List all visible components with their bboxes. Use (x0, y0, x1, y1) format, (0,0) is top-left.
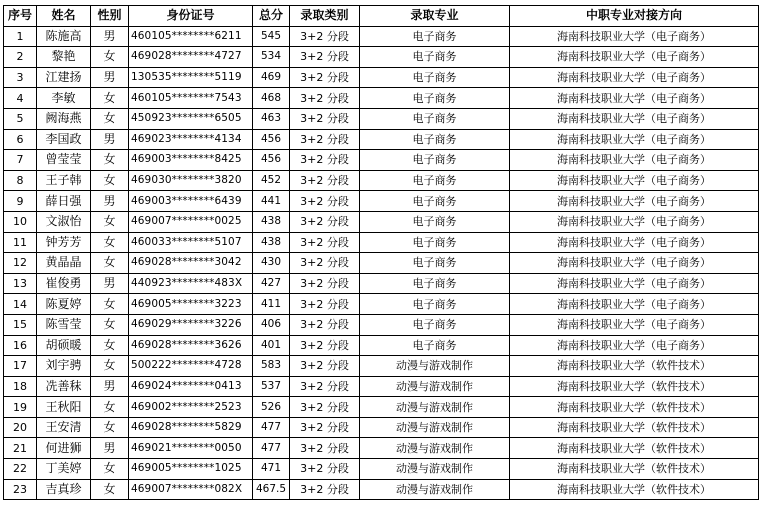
cell-direction: 海南科技职业大学（电子商务） (510, 294, 759, 315)
header-row (4, 6, 759, 27)
header-score: 总分 (253, 6, 290, 27)
cell-major: 电子商务 (360, 67, 510, 88)
cell-no: 10 (4, 211, 37, 232)
header-name: 姓名 (37, 6, 91, 27)
cell-name: 文淑怡 (37, 211, 91, 232)
table-row (4, 356, 759, 377)
cell-sex: 女 (91, 397, 129, 418)
cell-score: 441 (253, 191, 290, 212)
cell-no: 13 (4, 273, 37, 294)
table-row (4, 397, 759, 418)
cell-direction: 海南科技职业大学（软件技术） (510, 438, 759, 459)
cell-sex: 女 (91, 294, 129, 315)
cell-score: 438 (253, 211, 290, 232)
cell-no: 17 (4, 356, 37, 377)
cell-direction: 海南科技职业大学（软件技术） (510, 397, 759, 418)
cell-category: 3+2 分段 (290, 191, 360, 212)
cell-direction: 海南科技职业大学（电子商务） (510, 150, 759, 171)
cell-no: 22 (4, 459, 37, 480)
cell-name: 丁美婷 (37, 459, 91, 480)
cell-major: 电子商务 (360, 108, 510, 129)
cell-major: 动漫与游戏制作 (360, 417, 510, 438)
cell-no: 23 (4, 479, 37, 500)
cell-no: 20 (4, 417, 37, 438)
cell-name: 陈施高 (37, 26, 91, 47)
cell-category: 3+2 分段 (290, 211, 360, 232)
table-row (4, 108, 759, 129)
header-major: 录取专业 (360, 6, 510, 27)
cell-category: 3+2 分段 (290, 417, 360, 438)
table-row (4, 47, 759, 68)
cell-sex: 女 (91, 253, 129, 274)
cell-sex: 女 (91, 459, 129, 480)
cell-score: 534 (253, 47, 290, 68)
cell-major: 电子商务 (360, 129, 510, 150)
cell-score: 456 (253, 129, 290, 150)
cell-no: 21 (4, 438, 37, 459)
cell-no: 16 (4, 335, 37, 356)
cell-category: 3+2 分段 (290, 356, 360, 377)
cell-category: 3+2 分段 (290, 335, 360, 356)
cell-id-number: 469023********4134 (129, 129, 253, 150)
cell-name: 阙海燕 (37, 108, 91, 129)
cell-score: 452 (253, 170, 290, 191)
cell-no: 2 (4, 47, 37, 68)
cell-major: 电子商务 (360, 150, 510, 171)
cell-category: 3+2 分段 (290, 438, 360, 459)
cell-score: 469 (253, 67, 290, 88)
table-row (4, 417, 759, 438)
cell-id-number: 469028********3042 (129, 253, 253, 274)
admission-table (3, 5, 759, 500)
cell-name: 冼善秣 (37, 376, 91, 397)
cell-name: 钟芳芳 (37, 232, 91, 253)
cell-id-number: 469007********082X (129, 479, 253, 500)
cell-score: 456 (253, 150, 290, 171)
table-row (4, 211, 759, 232)
cell-direction: 海南科技职业大学（电子商务） (510, 232, 759, 253)
cell-category: 3+2 分段 (290, 108, 360, 129)
cell-sex: 男 (91, 26, 129, 47)
cell-id-number: 469002********2523 (129, 397, 253, 418)
cell-name: 陈雪莹 (37, 314, 91, 335)
table-row (4, 232, 759, 253)
cell-major: 动漫与游戏制作 (360, 479, 510, 500)
cell-major: 电子商务 (360, 47, 510, 68)
header-direction: 中职专业对接方向 (510, 6, 759, 27)
cell-id-number: 469003********6439 (129, 191, 253, 212)
cell-major: 电子商务 (360, 314, 510, 335)
cell-id-number: 469029********3226 (129, 314, 253, 335)
cell-id-number: 469005********1025 (129, 459, 253, 480)
cell-direction: 海南科技职业大学（电子商务） (510, 191, 759, 212)
cell-major: 电子商务 (360, 253, 510, 274)
table-row (4, 479, 759, 500)
cell-score: 545 (253, 26, 290, 47)
cell-sex: 女 (91, 335, 129, 356)
cell-direction: 海南科技职业大学（电子商务） (510, 88, 759, 109)
cell-sex: 男 (91, 376, 129, 397)
cell-category: 3+2 分段 (290, 88, 360, 109)
cell-id-number: 469024********0413 (129, 376, 253, 397)
cell-major: 动漫与游戏制作 (360, 438, 510, 459)
cell-score: 438 (253, 232, 290, 253)
cell-id-number: 460105********6211 (129, 26, 253, 47)
cell-direction: 海南科技职业大学（软件技术） (510, 459, 759, 480)
cell-no: 8 (4, 170, 37, 191)
cell-score: 406 (253, 314, 290, 335)
cell-id-number: 469003********8425 (129, 150, 253, 171)
cell-direction: 海南科技职业大学（电子商务） (510, 211, 759, 232)
cell-id-number: 440923********483X (129, 273, 253, 294)
cell-no: 3 (4, 67, 37, 88)
table-row (4, 253, 759, 274)
cell-name: 何进狮 (37, 438, 91, 459)
cell-direction: 海南科技职业大学（软件技术） (510, 479, 759, 500)
cell-no: 19 (4, 397, 37, 418)
cell-category: 3+2 分段 (290, 170, 360, 191)
table-row (4, 438, 759, 459)
cell-major: 电子商务 (360, 191, 510, 212)
cell-id-number: 460105********7543 (129, 88, 253, 109)
cell-sex: 女 (91, 47, 129, 68)
cell-score: 430 (253, 253, 290, 274)
cell-direction: 海南科技职业大学（电子商务） (510, 170, 759, 191)
cell-direction: 海南科技职业大学（电子商务） (510, 26, 759, 47)
cell-major: 电子商务 (360, 170, 510, 191)
cell-name: 薛日强 (37, 191, 91, 212)
cell-sex: 女 (91, 150, 129, 171)
cell-major: 电子商务 (360, 294, 510, 315)
cell-no: 18 (4, 376, 37, 397)
cell-name: 李国政 (37, 129, 91, 150)
cell-no: 5 (4, 108, 37, 129)
cell-sex: 男 (91, 273, 129, 294)
cell-direction: 海南科技职业大学（电子商务） (510, 273, 759, 294)
cell-sex: 男 (91, 191, 129, 212)
cell-sex: 女 (91, 232, 129, 253)
cell-score: 537 (253, 376, 290, 397)
cell-no: 7 (4, 150, 37, 171)
cell-direction: 海南科技职业大学（软件技术） (510, 417, 759, 438)
cell-category: 3+2 分段 (290, 26, 360, 47)
cell-name: 曾莹莹 (37, 150, 91, 171)
table-row (4, 376, 759, 397)
cell-name: 王安清 (37, 417, 91, 438)
cell-score: 411 (253, 294, 290, 315)
cell-name: 江建扬 (37, 67, 91, 88)
cell-direction: 海南科技职业大学（电子商务） (510, 253, 759, 274)
cell-major: 电子商务 (360, 88, 510, 109)
cell-sex: 女 (91, 88, 129, 109)
cell-direction: 海南科技职业大学（电子商务） (510, 129, 759, 150)
cell-id-number: 450923********6505 (129, 108, 253, 129)
cell-score: 477 (253, 417, 290, 438)
cell-no: 11 (4, 232, 37, 253)
cell-direction: 海南科技职业大学（电子商务） (510, 335, 759, 356)
cell-major: 电子商务 (360, 232, 510, 253)
header-sex: 性别 (91, 6, 129, 27)
cell-score: 471 (253, 459, 290, 480)
cell-category: 3+2 分段 (290, 294, 360, 315)
cell-direction: 海南科技职业大学（电子商务） (510, 67, 759, 88)
header-no: 序号 (4, 6, 37, 27)
cell-major: 动漫与游戏制作 (360, 397, 510, 418)
cell-id-number: 469030********3820 (129, 170, 253, 191)
cell-category: 3+2 分段 (290, 150, 360, 171)
cell-direction: 海南科技职业大学（软件技术） (510, 376, 759, 397)
cell-id-number: 469007********0025 (129, 211, 253, 232)
cell-score: 526 (253, 397, 290, 418)
table-row (4, 294, 759, 315)
table-row (4, 129, 759, 150)
cell-category: 3+2 分段 (290, 397, 360, 418)
table-row (4, 26, 759, 47)
table-row (4, 273, 759, 294)
cell-score: 583 (253, 356, 290, 377)
cell-no: 1 (4, 26, 37, 47)
cell-no: 15 (4, 314, 37, 335)
cell-category: 3+2 分段 (290, 253, 360, 274)
cell-category: 3+2 分段 (290, 232, 360, 253)
cell-name: 李敏 (37, 88, 91, 109)
cell-category: 3+2 分段 (290, 459, 360, 480)
cell-id-number: 469028********3626 (129, 335, 253, 356)
cell-direction: 海南科技职业大学（软件技术） (510, 356, 759, 377)
cell-category: 3+2 分段 (290, 479, 360, 500)
cell-name: 刘宇骋 (37, 356, 91, 377)
cell-sex: 女 (91, 211, 129, 232)
cell-direction: 海南科技职业大学（电子商务） (510, 47, 759, 68)
cell-name: 吉真珍 (37, 479, 91, 500)
cell-score: 477 (253, 438, 290, 459)
cell-sex: 女 (91, 356, 129, 377)
cell-score: 401 (253, 335, 290, 356)
cell-major: 电子商务 (360, 26, 510, 47)
cell-score: 427 (253, 273, 290, 294)
cell-major: 电子商务 (360, 335, 510, 356)
cell-name: 王子韩 (37, 170, 91, 191)
cell-direction: 海南科技职业大学（电子商务） (510, 108, 759, 129)
table-row (4, 67, 759, 88)
cell-sex: 男 (91, 67, 129, 88)
cell-id-number: 469005********3223 (129, 294, 253, 315)
table-row (4, 150, 759, 171)
cell-score: 463 (253, 108, 290, 129)
cell-no: 14 (4, 294, 37, 315)
cell-sex: 女 (91, 314, 129, 335)
cell-category: 3+2 分段 (290, 314, 360, 335)
cell-sex: 男 (91, 129, 129, 150)
cell-name: 王秋阳 (37, 397, 91, 418)
cell-id-number: 500222********4728 (129, 356, 253, 377)
table-row (4, 88, 759, 109)
cell-category: 3+2 分段 (290, 129, 360, 150)
header-id: 身份证号 (129, 6, 253, 27)
cell-major: 电子商务 (360, 211, 510, 232)
cell-major: 电子商务 (360, 273, 510, 294)
cell-sex: 女 (91, 170, 129, 191)
cell-major: 动漫与游戏制作 (360, 356, 510, 377)
cell-no: 4 (4, 88, 37, 109)
cell-category: 3+2 分段 (290, 376, 360, 397)
cell-name: 黄晶晶 (37, 253, 91, 274)
cell-major: 动漫与游戏制作 (360, 459, 510, 480)
cell-sex: 女 (91, 417, 129, 438)
table-row (4, 314, 759, 335)
cell-id-number: 130535********5119 (129, 67, 253, 88)
table-row (4, 191, 759, 212)
table-row (4, 459, 759, 480)
cell-category: 3+2 分段 (290, 47, 360, 68)
cell-no: 6 (4, 129, 37, 150)
cell-score: 467.5 (253, 479, 290, 500)
cell-score: 468 (253, 88, 290, 109)
header-category: 录取类别 (290, 6, 360, 27)
cell-no: 9 (4, 191, 37, 212)
cell-sex: 男 (91, 438, 129, 459)
cell-name: 胡硕暖 (37, 335, 91, 356)
table-row (4, 335, 759, 356)
cell-category: 3+2 分段 (290, 67, 360, 88)
cell-sex: 女 (91, 479, 129, 500)
cell-category: 3+2 分段 (290, 273, 360, 294)
cell-id-number: 469021********0050 (129, 438, 253, 459)
cell-direction: 海南科技职业大学（电子商务） (510, 314, 759, 335)
cell-no: 12 (4, 253, 37, 274)
cell-name: 陈夏婷 (37, 294, 91, 315)
cell-major: 动漫与游戏制作 (360, 376, 510, 397)
cell-name: 黎艳 (37, 47, 91, 68)
cell-sex: 女 (91, 108, 129, 129)
cell-id-number: 469028********4727 (129, 47, 253, 68)
cell-id-number: 469028********5829 (129, 417, 253, 438)
cell-name: 崔俊勇 (37, 273, 91, 294)
cell-id-number: 460033********5107 (129, 232, 253, 253)
table-row (4, 170, 759, 191)
